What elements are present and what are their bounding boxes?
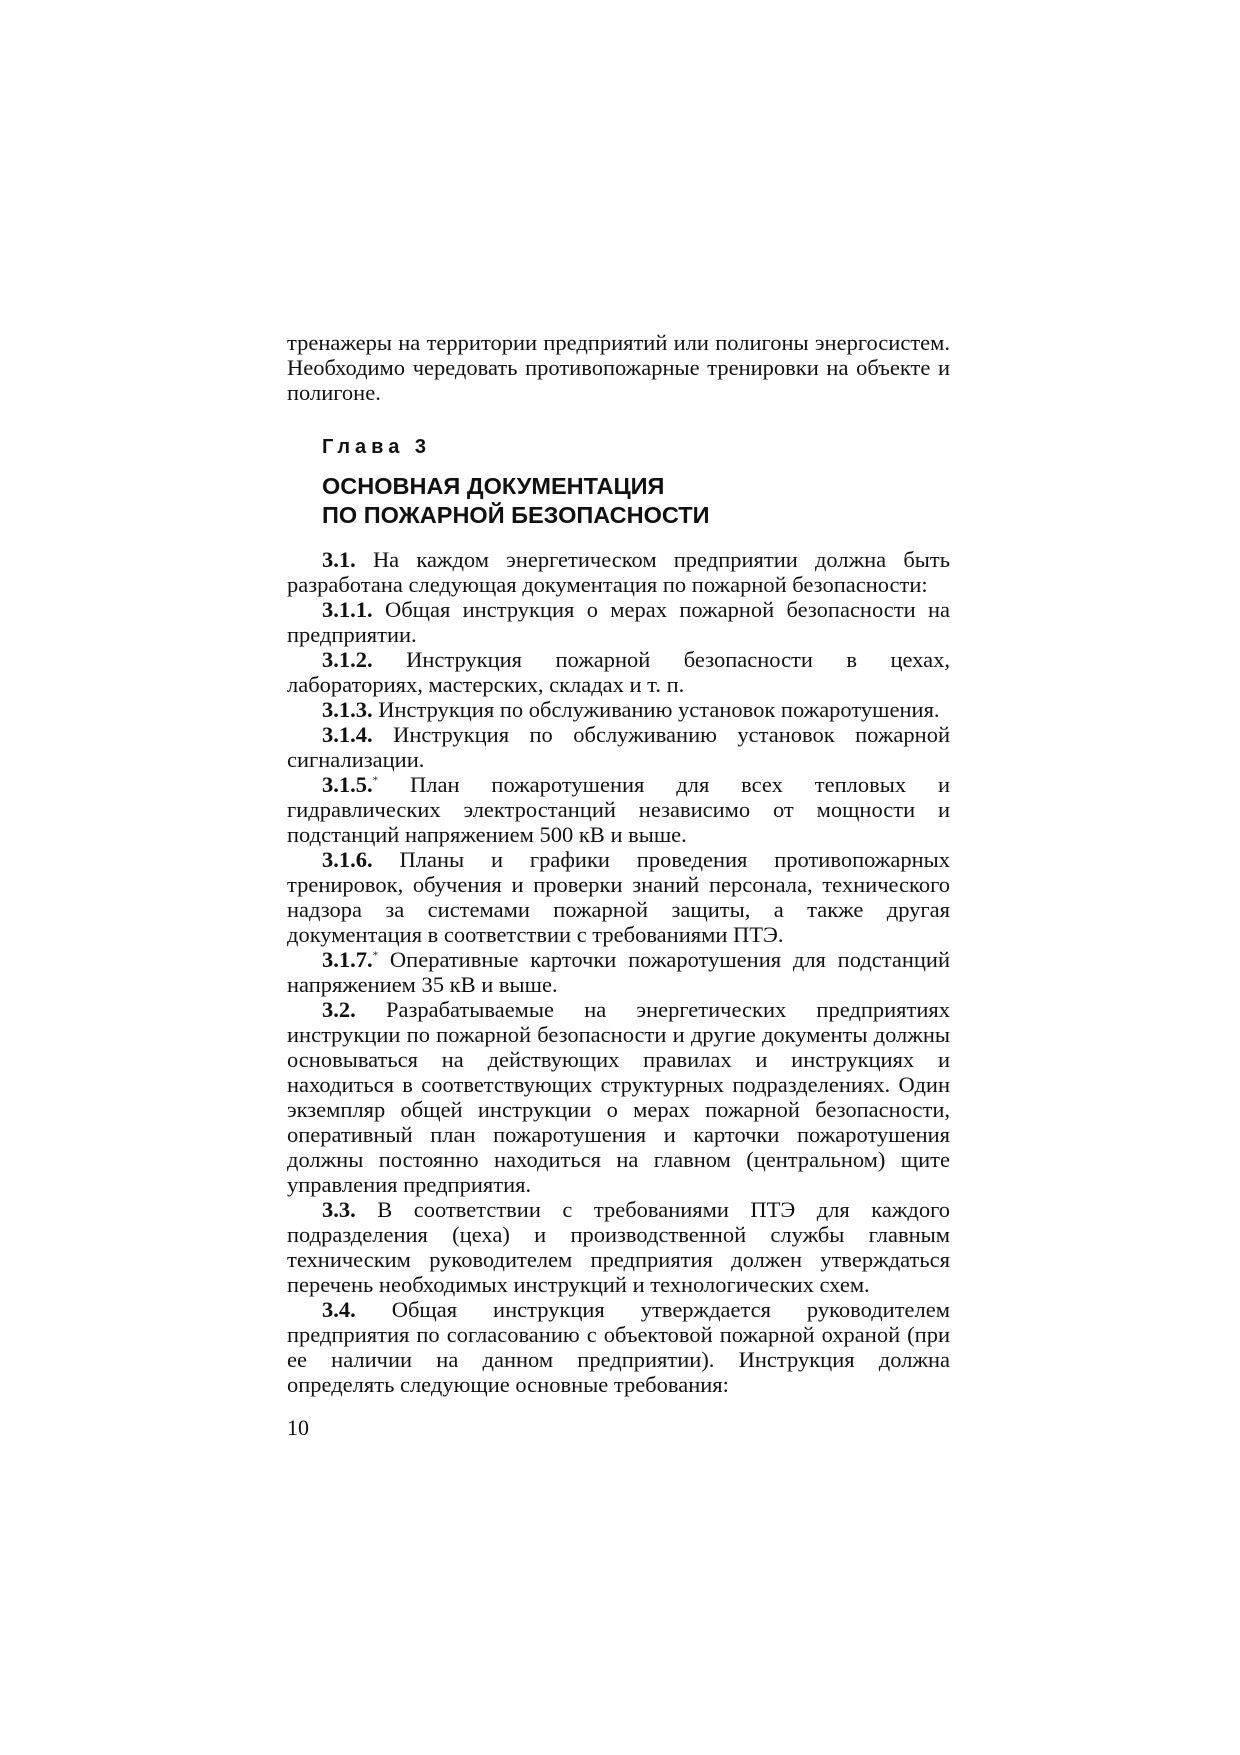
section-number: 3.1.6. <box>322 847 373 872</box>
section-number: 3.2. <box>322 997 356 1022</box>
intro-paragraph: тренажеры на территории предприятий или полигоны энергосистем. Необходимо чередовать противопожарные тренировки на объекте и полигоне. <box>287 330 950 405</box>
chapter-title <box>322 472 710 530</box>
section-text: Инструкция по обслуживанию установок пожарной сигнализации. <box>287 722 950 772</box>
section-text: Оперативные карточки пожаротушения для подстанций напряжением 35 кВ и выше. <box>287 947 951 997</box>
section-number: 3.1.4. <box>322 722 373 747</box>
chapter-title-line1: ОСНОВНАЯ ДОКУМЕНТАЦИЯ <box>322 473 665 499</box>
section-text: Инструкция по обслуживанию установок пожаротушения. <box>378 697 940 722</box>
section-text: Общая инструкция о мерах пожарной безопасности на предприятии. <box>287 597 950 647</box>
section-number: 3.1.7. <box>322 947 373 972</box>
section-paragraph <box>287 547 950 597</box>
section-number: 3.1.1. <box>322 597 373 622</box>
section-paragraph <box>287 947 950 997</box>
section-paragraph <box>287 847 950 947</box>
section-text: Инструкция пожарной безопасности в цехах, лабораториях, мастерских, складах и т. п. <box>287 647 950 697</box>
section-number: 3.4. <box>322 1297 356 1322</box>
footnote-mark: * <box>372 949 379 962</box>
section-paragraph <box>287 997 950 1197</box>
section-paragraph <box>287 1197 950 1297</box>
chapter-title-line2: ПО ПОЖАРНОЙ БЕЗОПАСНОСТИ <box>322 502 710 528</box>
section-paragraph <box>287 697 950 722</box>
section-paragraph <box>287 597 950 647</box>
sections-body <box>287 547 950 1397</box>
section-paragraph <box>287 1297 950 1397</box>
chapter-label: Глава 3 <box>322 436 432 458</box>
section-number: 3.3. <box>322 1197 356 1222</box>
section-text: Планы и графики проведения противопожарных тренировок, обучения и проверки знаний персонала, технического надзора за системами пожарной защиты, а также другая документация в соответствии с требованиями ПТЭ. <box>287 847 950 947</box>
section-text: Общая инструкция утверждается руководителем предприятия по согласованию с объектовой пожарной охраной (при ее наличии на данном предприятии). Инструкция должна определять следующие основные требования: <box>287 1297 950 1397</box>
section-text: В соответствии с требованиями ПТЭ для каждого подразделения (цеха) и производственной службы главным техническим руководителем предприятия должен утверждаться перечень необходимых инструкций и технологических схем. <box>287 1197 951 1297</box>
section-text: На каждом энергетическом предприятии должна быть разработана следующая документация по пожарной безопасности: <box>287 547 950 597</box>
section-number: 3.1.5. <box>322 772 373 797</box>
section-text: План пожаротушения для всех тепловых и гидравлических электростанций независимо от мощности и подстанций напряжением 500 кВ и выше. <box>287 772 951 847</box>
section-text: Разрабатываемые на энергетических предприятиях инструкции по пожарной безопасности и другие документы должны основываться на действующих правилах и инструкциях и находиться в соответствующих структурных подразделениях. Один экземпляр общей инструкции о мерах пожарной безопасности, оперативный план пожаротушения и карточки пожаротушения должны постоянно находиться на главном (центральном) щите управления предприятия. <box>287 997 951 1197</box>
page-number: 10 <box>287 1415 309 1440</box>
section-number: 3.1. <box>322 547 356 572</box>
section-paragraph <box>287 722 950 772</box>
section-paragraph <box>287 647 950 697</box>
section-paragraph <box>287 772 950 847</box>
intro-block <box>287 330 950 405</box>
footnote-mark: * <box>372 774 379 787</box>
section-number: 3.1.3. <box>322 697 373 722</box>
section-number: 3.1.2. <box>322 647 373 672</box>
